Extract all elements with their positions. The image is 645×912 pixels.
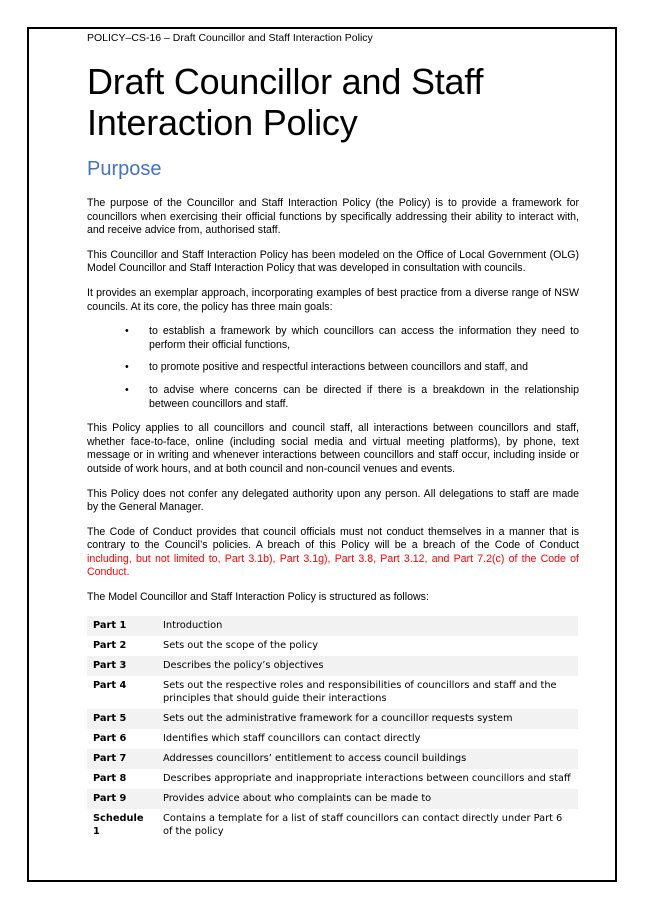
part-label: Part 3 bbox=[87, 656, 157, 676]
part-label: Part 1 bbox=[87, 616, 157, 636]
part-label: Part 9 bbox=[87, 789, 157, 809]
table-row bbox=[87, 616, 578, 636]
goal-text: to promote positive and respectful interactions between councillors and staff, and bbox=[149, 361, 529, 374]
table-row bbox=[87, 636, 578, 656]
title-line-2: Interaction Policy bbox=[87, 102, 358, 143]
part-description: Contains a template for a list of staff councillors can contact directly under Part 6 of the policy bbox=[163, 813, 563, 838]
table-row bbox=[87, 809, 578, 842]
goals-list bbox=[87, 325, 579, 411]
part-label: Schedule 1 bbox=[93, 813, 144, 838]
part-description: Describes the policy’s objectives bbox=[157, 656, 578, 676]
document-body bbox=[87, 197, 579, 842]
part-description: Provides advice about who complaints can be made to bbox=[157, 789, 578, 809]
paragraph-purpose: The purpose of the Councillor and Staff Interaction Policy (the Policy) is to provide a framework for councillors when exercising their official functions by specifically addressing their ability to interact with, and receive advice from, authorised staff. bbox=[87, 197, 579, 237]
table-row bbox=[87, 769, 578, 789]
title-line-1: Draft Councillor and Staff bbox=[87, 61, 484, 102]
list-item bbox=[87, 361, 579, 375]
part-label: Part 5 bbox=[87, 709, 157, 729]
bullet: • bbox=[125, 361, 129, 374]
part-description: Describes appropriate and inappropriate interactions between councillors and staff bbox=[163, 773, 571, 785]
part-description: Sets out the administrative framework for a councillor requests system bbox=[157, 709, 578, 729]
list-item bbox=[87, 384, 579, 411]
document-header: POLICY–CS-16 – Draft Councillor and Staff Interaction Policy bbox=[87, 32, 373, 44]
table-row bbox=[87, 656, 578, 676]
part-label: Part 4 bbox=[93, 680, 127, 692]
table-row bbox=[87, 676, 578, 709]
paragraph-modeled-on: This Councillor and Staff Interaction Policy has been modeled on the Office of Local Government (OLG) Model Councillor and Staff Interaction Policy that was developed in consultation with councils. bbox=[87, 248, 579, 275]
paragraph-delegations: This Policy does not confer any delegated authority upon any person. All delegations to staff are made by the General Manager. bbox=[87, 487, 579, 514]
table-row bbox=[87, 729, 578, 749]
table-row bbox=[87, 709, 578, 729]
code-of-conduct-text: The Code of Conduct provides that council officials must not conduct themselves in a manner that is contrary to the Council’s policies. A breach of this Policy will be a breach of the Code of Conduct bbox=[87, 525, 579, 552]
part-description: Sets out the respective roles and responsibilities of councillors and staff and the principles that should guide their interactions bbox=[163, 680, 557, 705]
paragraph-structure-intro: The Model Councillor and Staff Interaction Policy is structured as follows: bbox=[87, 591, 429, 604]
part-description: Introduction bbox=[157, 616, 578, 636]
paragraph-exemplar: It provides an exemplar approach, incorporating examples of best practice from a diverse range of NSW councils. At its core, the policy has three main goals: bbox=[87, 286, 579, 313]
page-title bbox=[87, 61, 582, 143]
bullet: • bbox=[125, 325, 129, 338]
part-label: Part 7 bbox=[87, 749, 157, 769]
document-content bbox=[60, 32, 582, 842]
code-of-conduct-red-text: including, but not limited to, Part 3.1b), Part 3.1g), Part 3.8, Part 3.12, and Part 7.2(c) of the Code of Conduct. bbox=[87, 552, 579, 579]
part-description: Identifies which staff councillors can contact directly bbox=[163, 733, 421, 745]
section-heading-purpose: Purpose bbox=[87, 158, 162, 180]
goal-text: to advise where concerns can be directed if there is a breakdown in the relationship between councillors and staff. bbox=[149, 383, 579, 410]
part-description: Sets out the scope of the policy bbox=[163, 640, 319, 652]
paragraph-applies-to: This Policy applies to all councillors and council staff, all interactions between councillors and staff, whether face-to-face, online (including social media and virtual meeting platforms), by phone, text message or in writing and whenever interactions between councillors and staff occur, including inside or outside of work hours, and at both council and non-council venues and events. bbox=[87, 422, 579, 475]
paragraph-code-of-conduct bbox=[87, 526, 579, 580]
part-label: Part 8 bbox=[93, 773, 127, 785]
table-row bbox=[87, 789, 578, 809]
goal-text: to establish a framework by which councillors can access the information they need to perform their official functions, bbox=[149, 325, 579, 351]
table-row bbox=[87, 749, 578, 769]
part-label: Part 2 bbox=[93, 640, 127, 652]
parts-table bbox=[87, 616, 578, 842]
part-label: Part 6 bbox=[93, 733, 127, 745]
list-item bbox=[87, 325, 579, 352]
part-description: Addresses councillors’ entitlement to access council buildings bbox=[157, 749, 578, 769]
bullet: • bbox=[125, 383, 129, 396]
